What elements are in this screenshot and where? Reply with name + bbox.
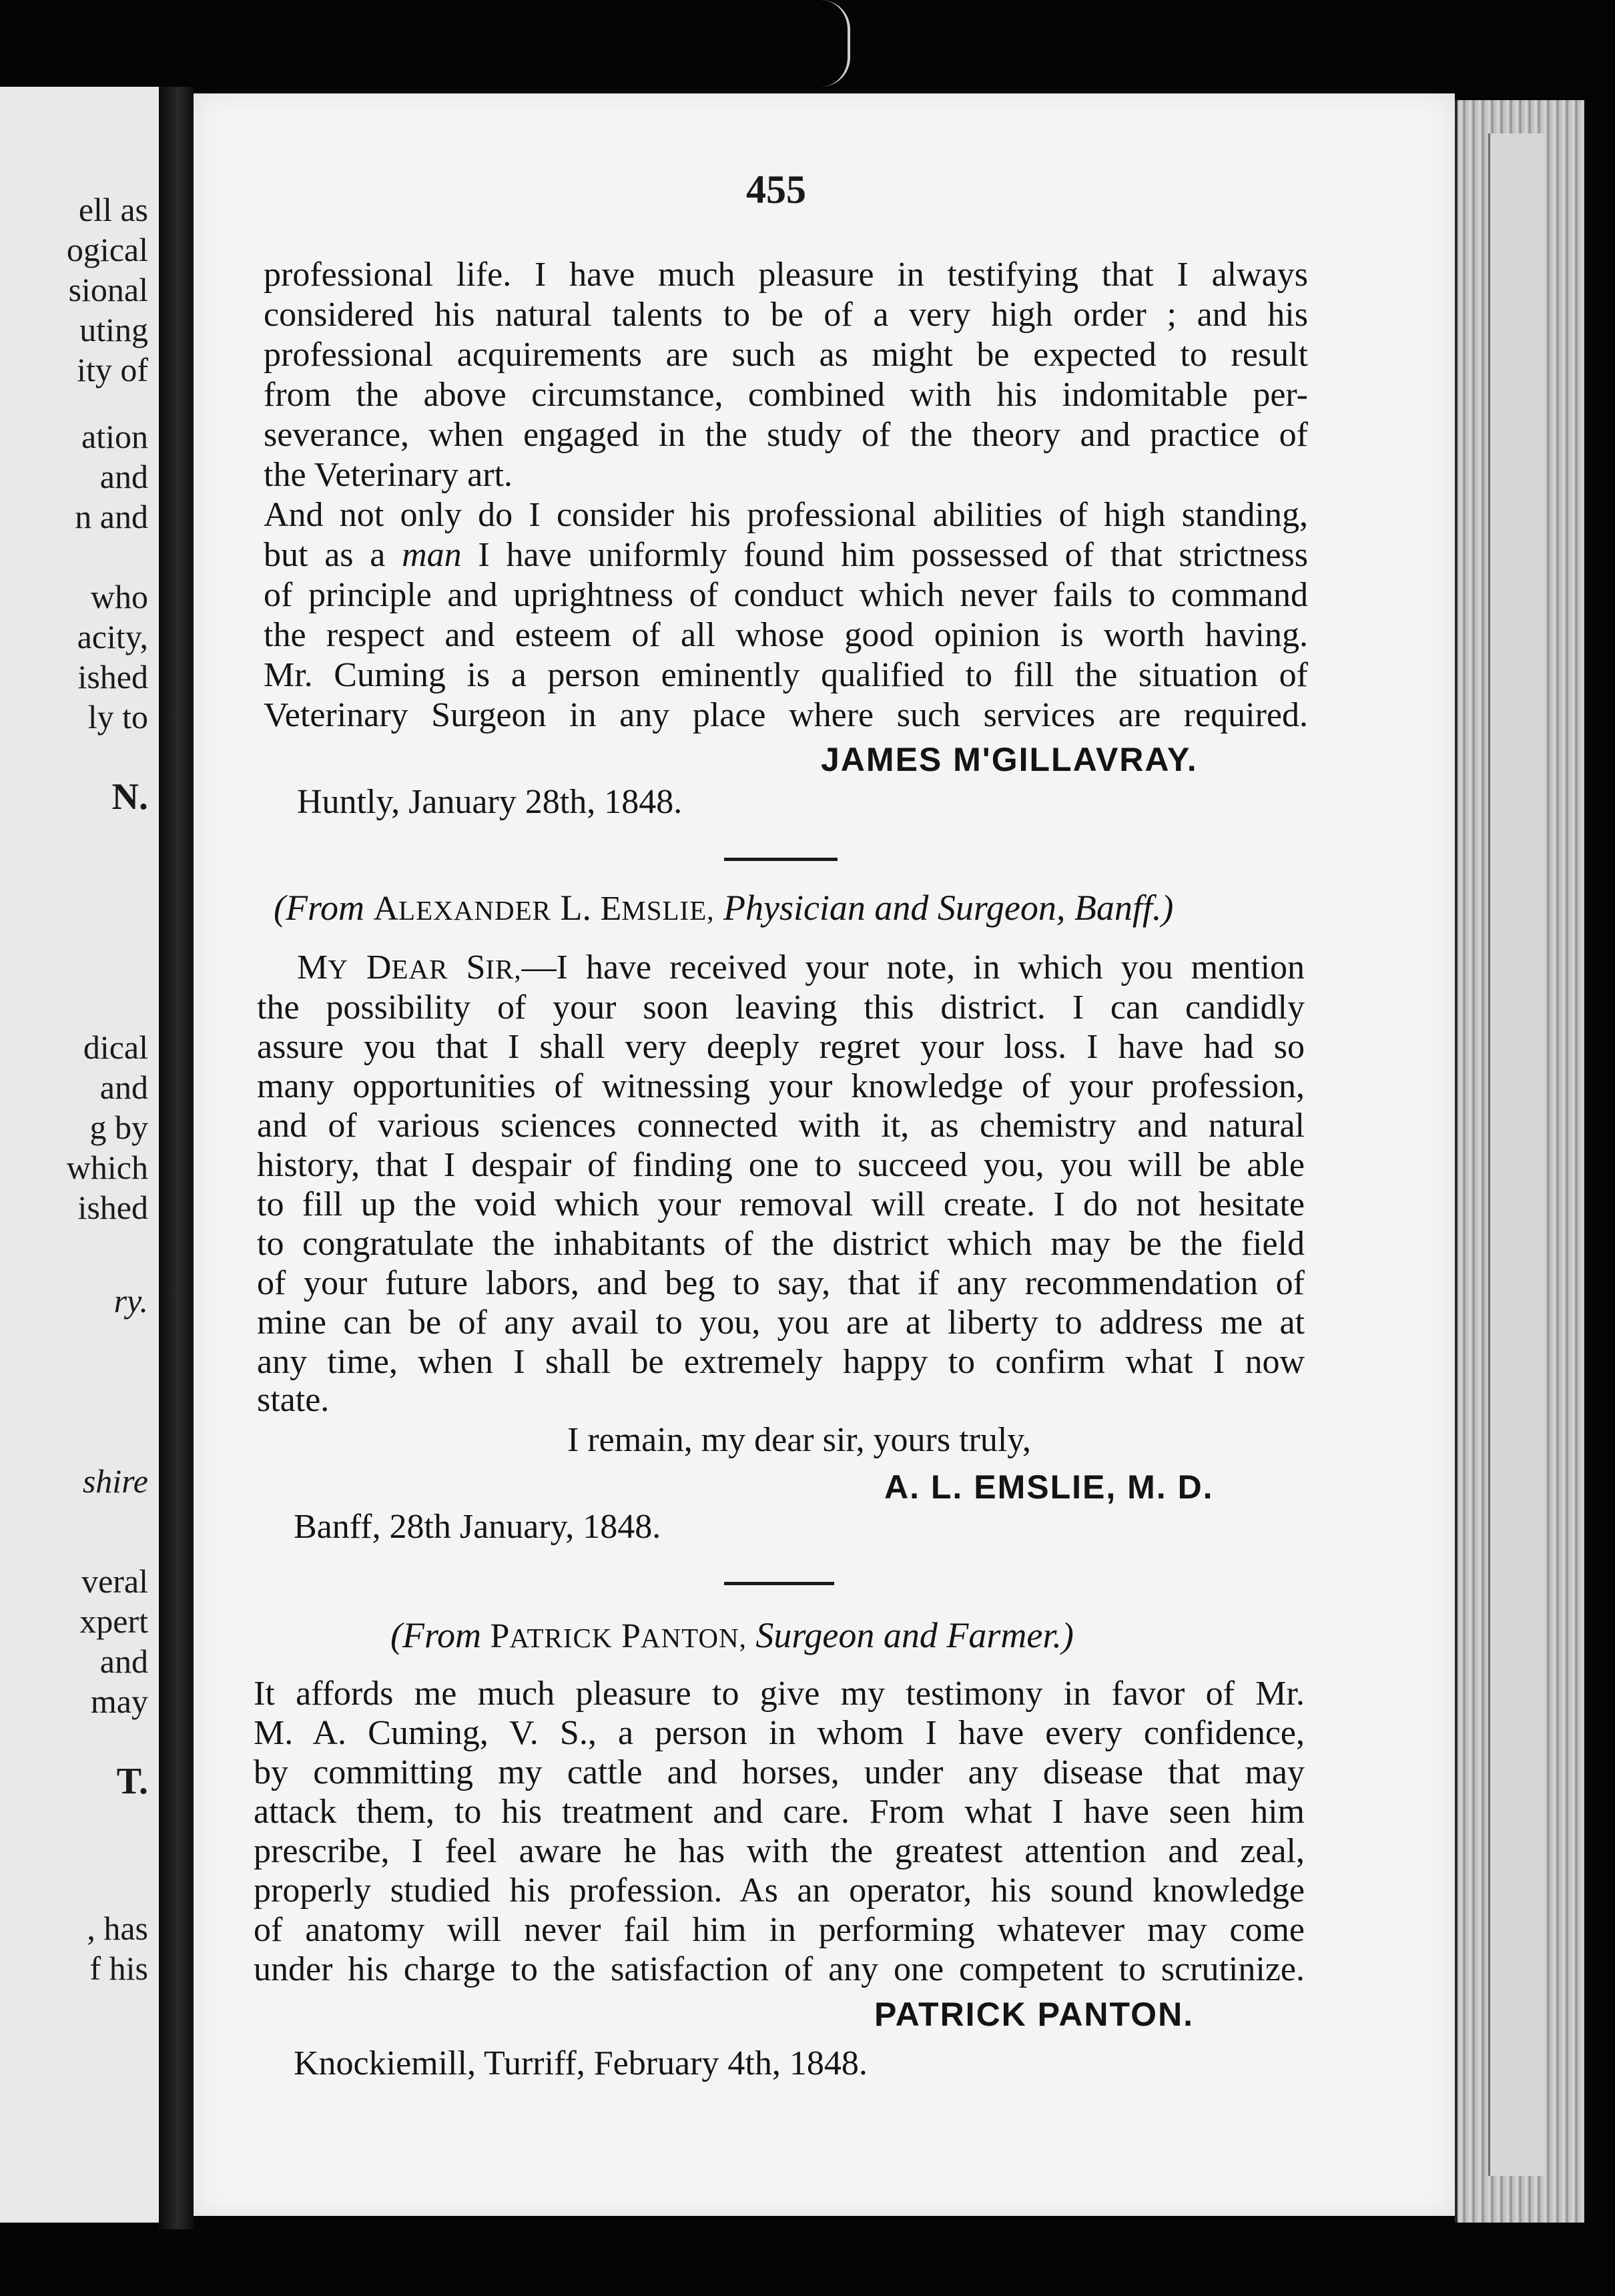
body-line: And not only do I consider his professional abilities of high standing,: [264, 496, 1308, 534]
left-page-text-fragment: who: [90, 578, 148, 615]
left-page-text-fragment: may: [90, 1683, 148, 1720]
signature-emslie: A. L. EMSLIE, M. D.: [884, 1468, 1214, 1506]
section-divider-1: [724, 858, 838, 861]
section-divider-2: [724, 1582, 834, 1585]
left-page-text-fragment: g by: [89, 1109, 148, 1146]
body-line: and of various sciences connected with it, as chemistry and natural: [257, 1107, 1305, 1145]
left-page-text-fragment: ished: [77, 1189, 148, 1226]
body-line: but as a man I have uniformly found him possessed of that strictness: [264, 536, 1308, 574]
body-line: to fill up the void which your removal will create. I do not hesitate: [257, 1185, 1305, 1223]
body-line: prescribe, I feel aware he has with the greatest attention and zeal,: [254, 1832, 1305, 1870]
left-page-text-fragment: n and: [75, 498, 148, 535]
left-page-text-fragment: acity,: [77, 618, 148, 655]
body-line: Mr. Cuming is a person eminently qualified to fill the situation of: [264, 656, 1308, 694]
left-page-text-fragment: ell as: [78, 191, 148, 228]
heading-name-panton: PATRICK PANTON,: [490, 1617, 747, 1655]
body-line: the Veterinary art.: [264, 456, 513, 494]
heading-emslie: [274, 888, 1173, 930]
body-line: by committing my cattle and horses, under any disease that may: [254, 1753, 1305, 1791]
letter-emslie-last-line: state.: [257, 1381, 330, 1419]
page-edges-inner: [1488, 133, 1544, 2176]
body-line: the possibility of your soon leaving this district. I can candidly: [257, 988, 1305, 1027]
body-line: under his charge to the satisfaction of any one competent to scrutinize.: [254, 1950, 1305, 1988]
place-date-huntly: Huntly, January 28th, 1848.: [297, 783, 683, 821]
body-line: history, that I despair of finding one to succeed you, you will be able: [257, 1146, 1305, 1184]
left-page-text-fragment: N.: [111, 776, 148, 818]
body-line: of anatomy will never fail him in performing whatever may come: [254, 1911, 1305, 1949]
heading-from: (From: [274, 888, 364, 928]
salutation: MY DEAR SIR,: [297, 948, 522, 986]
left-page-fragment: [0, 87, 166, 2223]
left-page-text-fragment: dical: [83, 1029, 148, 1066]
left-page-text-fragment: which: [66, 1149, 148, 1186]
book-gutter: [159, 87, 194, 2229]
place-date-knockiemill: Knockiemill, Turriff, February 4th, 1848.: [294, 2044, 868, 2082]
left-page-text-fragment: sional: [68, 271, 148, 308]
heading-from-panton: (From: [390, 1615, 481, 1655]
signature-panton: PATRICK PANTON.: [874, 1996, 1195, 2033]
body-line: of your future labors, and beg to say, that if any recommendation of: [257, 1264, 1305, 1302]
closing-emslie: I remain, my dear sir, yours truly,: [567, 1421, 1031, 1459]
body-line: the respect and esteem of all whose good opinion is worth having.: [264, 616, 1308, 654]
left-page-text-fragment: and: [99, 1069, 148, 1106]
body-line: mine can be of any avail to you, you are at liberty to address me at: [257, 1304, 1305, 1342]
heading-role-panton: Surgeon and Farmer.): [755, 1615, 1074, 1655]
body-line: from the above circumstance, combined with his indomitable per-: [264, 376, 1308, 414]
left-page-text-fragment: ly to: [87, 698, 148, 736]
signature-mcgillavray: JAMES M'GILLAVRAY.: [821, 741, 1198, 778]
body-line: M. A. Cuming, V. S., a person in whom I have every confidence,: [254, 1714, 1305, 1752]
body-line: properly studied his profession. As an operator, his sound knowledge: [254, 1872, 1305, 1910]
page-number: 455: [746, 168, 806, 212]
body-line: professional acquirements are such as might be expected to result: [264, 336, 1308, 374]
body-line: severance, when engaged in the study of the theory and practice of: [264, 416, 1308, 454]
body-line: It affords me much pleasure to give my testimony in favor of Mr.: [254, 1675, 1305, 1713]
body-line: any time, when I shall be extremely happy to confirm what I now: [257, 1343, 1305, 1381]
body-line: Veterinary Surgeon in any place where such services are required.: [264, 696, 1308, 734]
left-page-text-fragment: and: [99, 1643, 148, 1680]
body-line: considered his natural talents to be of a very high order ; and his: [264, 296, 1308, 334]
body-line: assure you that I shall very deeply regret your loss. I have had so: [257, 1028, 1305, 1066]
heading-panton: [390, 1615, 1074, 1658]
left-page-text-fragment: f his: [89, 1950, 148, 1987]
body-line: attack them, to his treatment and care. From what I have seen him: [254, 1793, 1305, 1831]
body-line: of principle and uprightness of conduct which never fails to command: [264, 576, 1308, 614]
body-line: many opportunities of witnessing your knowledge of your profession,: [257, 1067, 1305, 1105]
place-date-banff: Banff, 28th January, 1848.: [294, 1508, 661, 1546]
body-line: to congratulate the inhabitants of the district which may be the field: [257, 1225, 1305, 1263]
heading-role-emslie: Physician and Surgeon, Banff.): [723, 888, 1174, 928]
body-line: professional life. I have much pleasure in testifying that I always: [264, 256, 1308, 294]
salutation-line: MY DEAR SIR,—I have received your note, in which you mention: [297, 948, 1305, 986]
left-page-text-fragment: veral: [81, 1562, 148, 1600]
left-page-text-fragment: T.: [116, 1761, 148, 1802]
left-page-text-fragment: shire: [82, 1462, 148, 1500]
left-page-text-fragment: ity of: [77, 351, 148, 388]
left-page-text-fragment: xpert: [79, 1603, 148, 1640]
left-page-text-fragment: , has: [87, 1910, 148, 1947]
left-page-text-fragment: ogical: [66, 231, 148, 268]
heading-name-emslie: ALEXANDER L. EMSLIE,: [373, 888, 715, 928]
left-page-text-fragment: and: [99, 458, 148, 495]
left-page-text-fragment: ry.: [113, 1282, 148, 1320]
left-page-text-fragment: ished: [77, 658, 148, 695]
left-page-text-fragment: ation: [81, 418, 148, 455]
left-page-text-fragment: uting: [79, 311, 148, 348]
